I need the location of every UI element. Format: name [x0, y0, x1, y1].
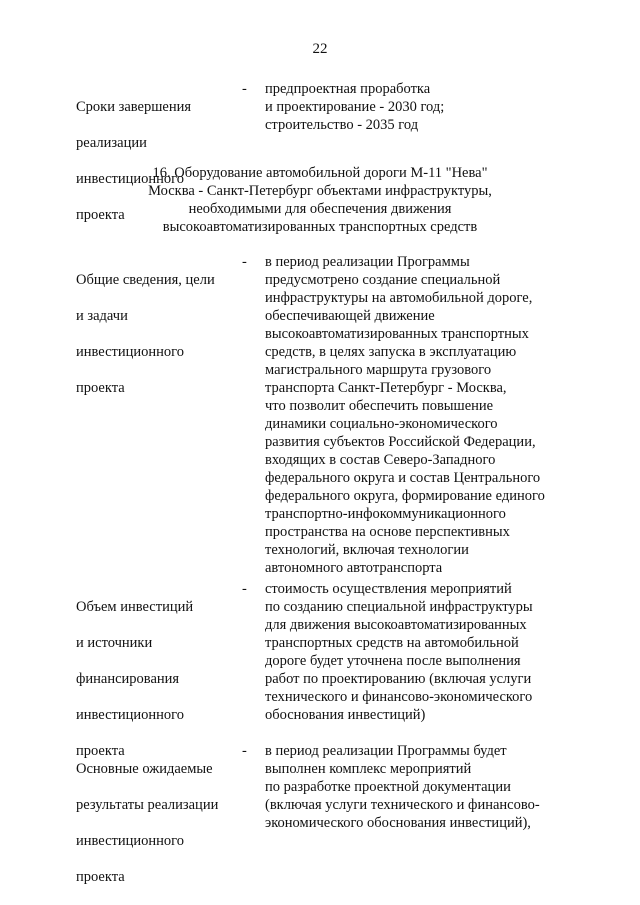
- value-line: магистрального маршрута грузового: [265, 362, 492, 378]
- label-line: Основные ожидаемые: [76, 761, 213, 777]
- heading-line: высокоавтоматизированных транспортных средств: [162, 219, 478, 235]
- label-line: инвестиционного: [76, 344, 184, 360]
- heading-line: Москва - Санкт-Петербург объектами инфраструктуры,: [148, 183, 492, 199]
- value-line: транспортных средств на автомобильной: [265, 635, 519, 651]
- label-line: реализации: [76, 135, 147, 151]
- value-line: в период реализации Программы: [265, 254, 470, 270]
- value-line: инфраструктуры на автомобильной дороге,: [265, 290, 533, 306]
- value-line: высокоавтоматизированных транспортных: [265, 326, 529, 342]
- value-line: динамики социально-экономического: [265, 416, 498, 432]
- row-value: [265, 742, 565, 832]
- value-line: работ по проектированию (включая услуги: [265, 671, 532, 687]
- value-line: технологий, включая технологии: [265, 542, 469, 558]
- label-line: Общие сведения, цели: [76, 272, 215, 288]
- value-line: по разработке проектной документации: [265, 779, 511, 795]
- row-value: [265, 80, 565, 134]
- heading-line: необходимыми для обеспечения движения: [188, 201, 452, 217]
- heading-line: 16. Оборудование автомобильной дороги М-11 "Нева": [152, 165, 488, 181]
- label-line: результаты реализации: [76, 797, 219, 813]
- value-line: стоимость осуществления мероприятий: [265, 581, 512, 597]
- label-line: инвестиционного: [76, 707, 184, 723]
- value-line: выполнен комплекс мероприятий: [265, 761, 472, 777]
- row-value: [265, 253, 565, 577]
- value-line: и проектирование - 2030 год;: [265, 99, 445, 115]
- value-line: предусмотрено создание специальной: [265, 272, 501, 288]
- value-line: (включая услуги технического и финансово-: [265, 797, 540, 813]
- label-line: и источники: [76, 635, 153, 651]
- row-dash: -: [242, 743, 247, 759]
- value-line: технического и финансово-экономического: [265, 689, 533, 705]
- label-line: инвестиционного: [76, 833, 184, 849]
- value-line: дороге будет уточнена после выполнения: [265, 653, 521, 669]
- value-line: развития субъектов Российской Федерации,: [265, 434, 536, 450]
- value-line: предпроектная проработка: [265, 81, 431, 97]
- value-line: средств, в целях запуска в эксплуатацию: [265, 344, 517, 360]
- row-dash: -: [242, 581, 247, 597]
- row-label: [76, 253, 236, 415]
- row-label: [76, 742, 236, 904]
- value-line: экономического обоснования инвестиций),: [265, 815, 531, 831]
- value-line: строительство - 2035 год: [265, 117, 419, 133]
- label-line: финансирования: [76, 671, 180, 687]
- value-line: автономного автотранспорта: [265, 560, 443, 576]
- value-line: по созданию специальной инфраструктуры: [265, 599, 533, 615]
- value-line: транспортно-инфокоммуникационного: [265, 506, 506, 522]
- page-number: 22: [312, 41, 328, 57]
- row-dash: -: [242, 81, 247, 97]
- value-line: что позволит обеспечить повышение: [265, 398, 494, 414]
- section-heading: [0, 164, 640, 236]
- label-line: и задачи: [76, 308, 128, 324]
- value-line: обоснования инвестиций): [265, 707, 426, 723]
- row-value: [265, 580, 565, 724]
- value-line: входящих в состав Северо-Западного: [265, 452, 496, 468]
- label-line: Сроки завершения: [76, 99, 192, 115]
- label-line: проекта: [76, 869, 125, 885]
- value-line: федерального округа, формирование единого: [265, 488, 545, 504]
- value-line: в период реализации Программы будет: [265, 743, 507, 759]
- label-line: проекта: [76, 743, 125, 759]
- value-line: транспорта Санкт-Петербург - Москва,: [265, 380, 507, 396]
- label-line: инвестиционного: [76, 171, 184, 187]
- label-line: проекта: [76, 380, 125, 396]
- label-line: проекта: [76, 207, 125, 223]
- value-line: обеспечивающей движение: [265, 308, 435, 324]
- value-line: федерального округа и состав Центрального: [265, 470, 541, 486]
- value-line: пространства на основе перспективных: [265, 524, 510, 540]
- label-line: Объем инвестиций: [76, 599, 194, 615]
- row-dash: -: [242, 254, 247, 270]
- value-line: для движения высокоавтоматизированных: [265, 617, 527, 633]
